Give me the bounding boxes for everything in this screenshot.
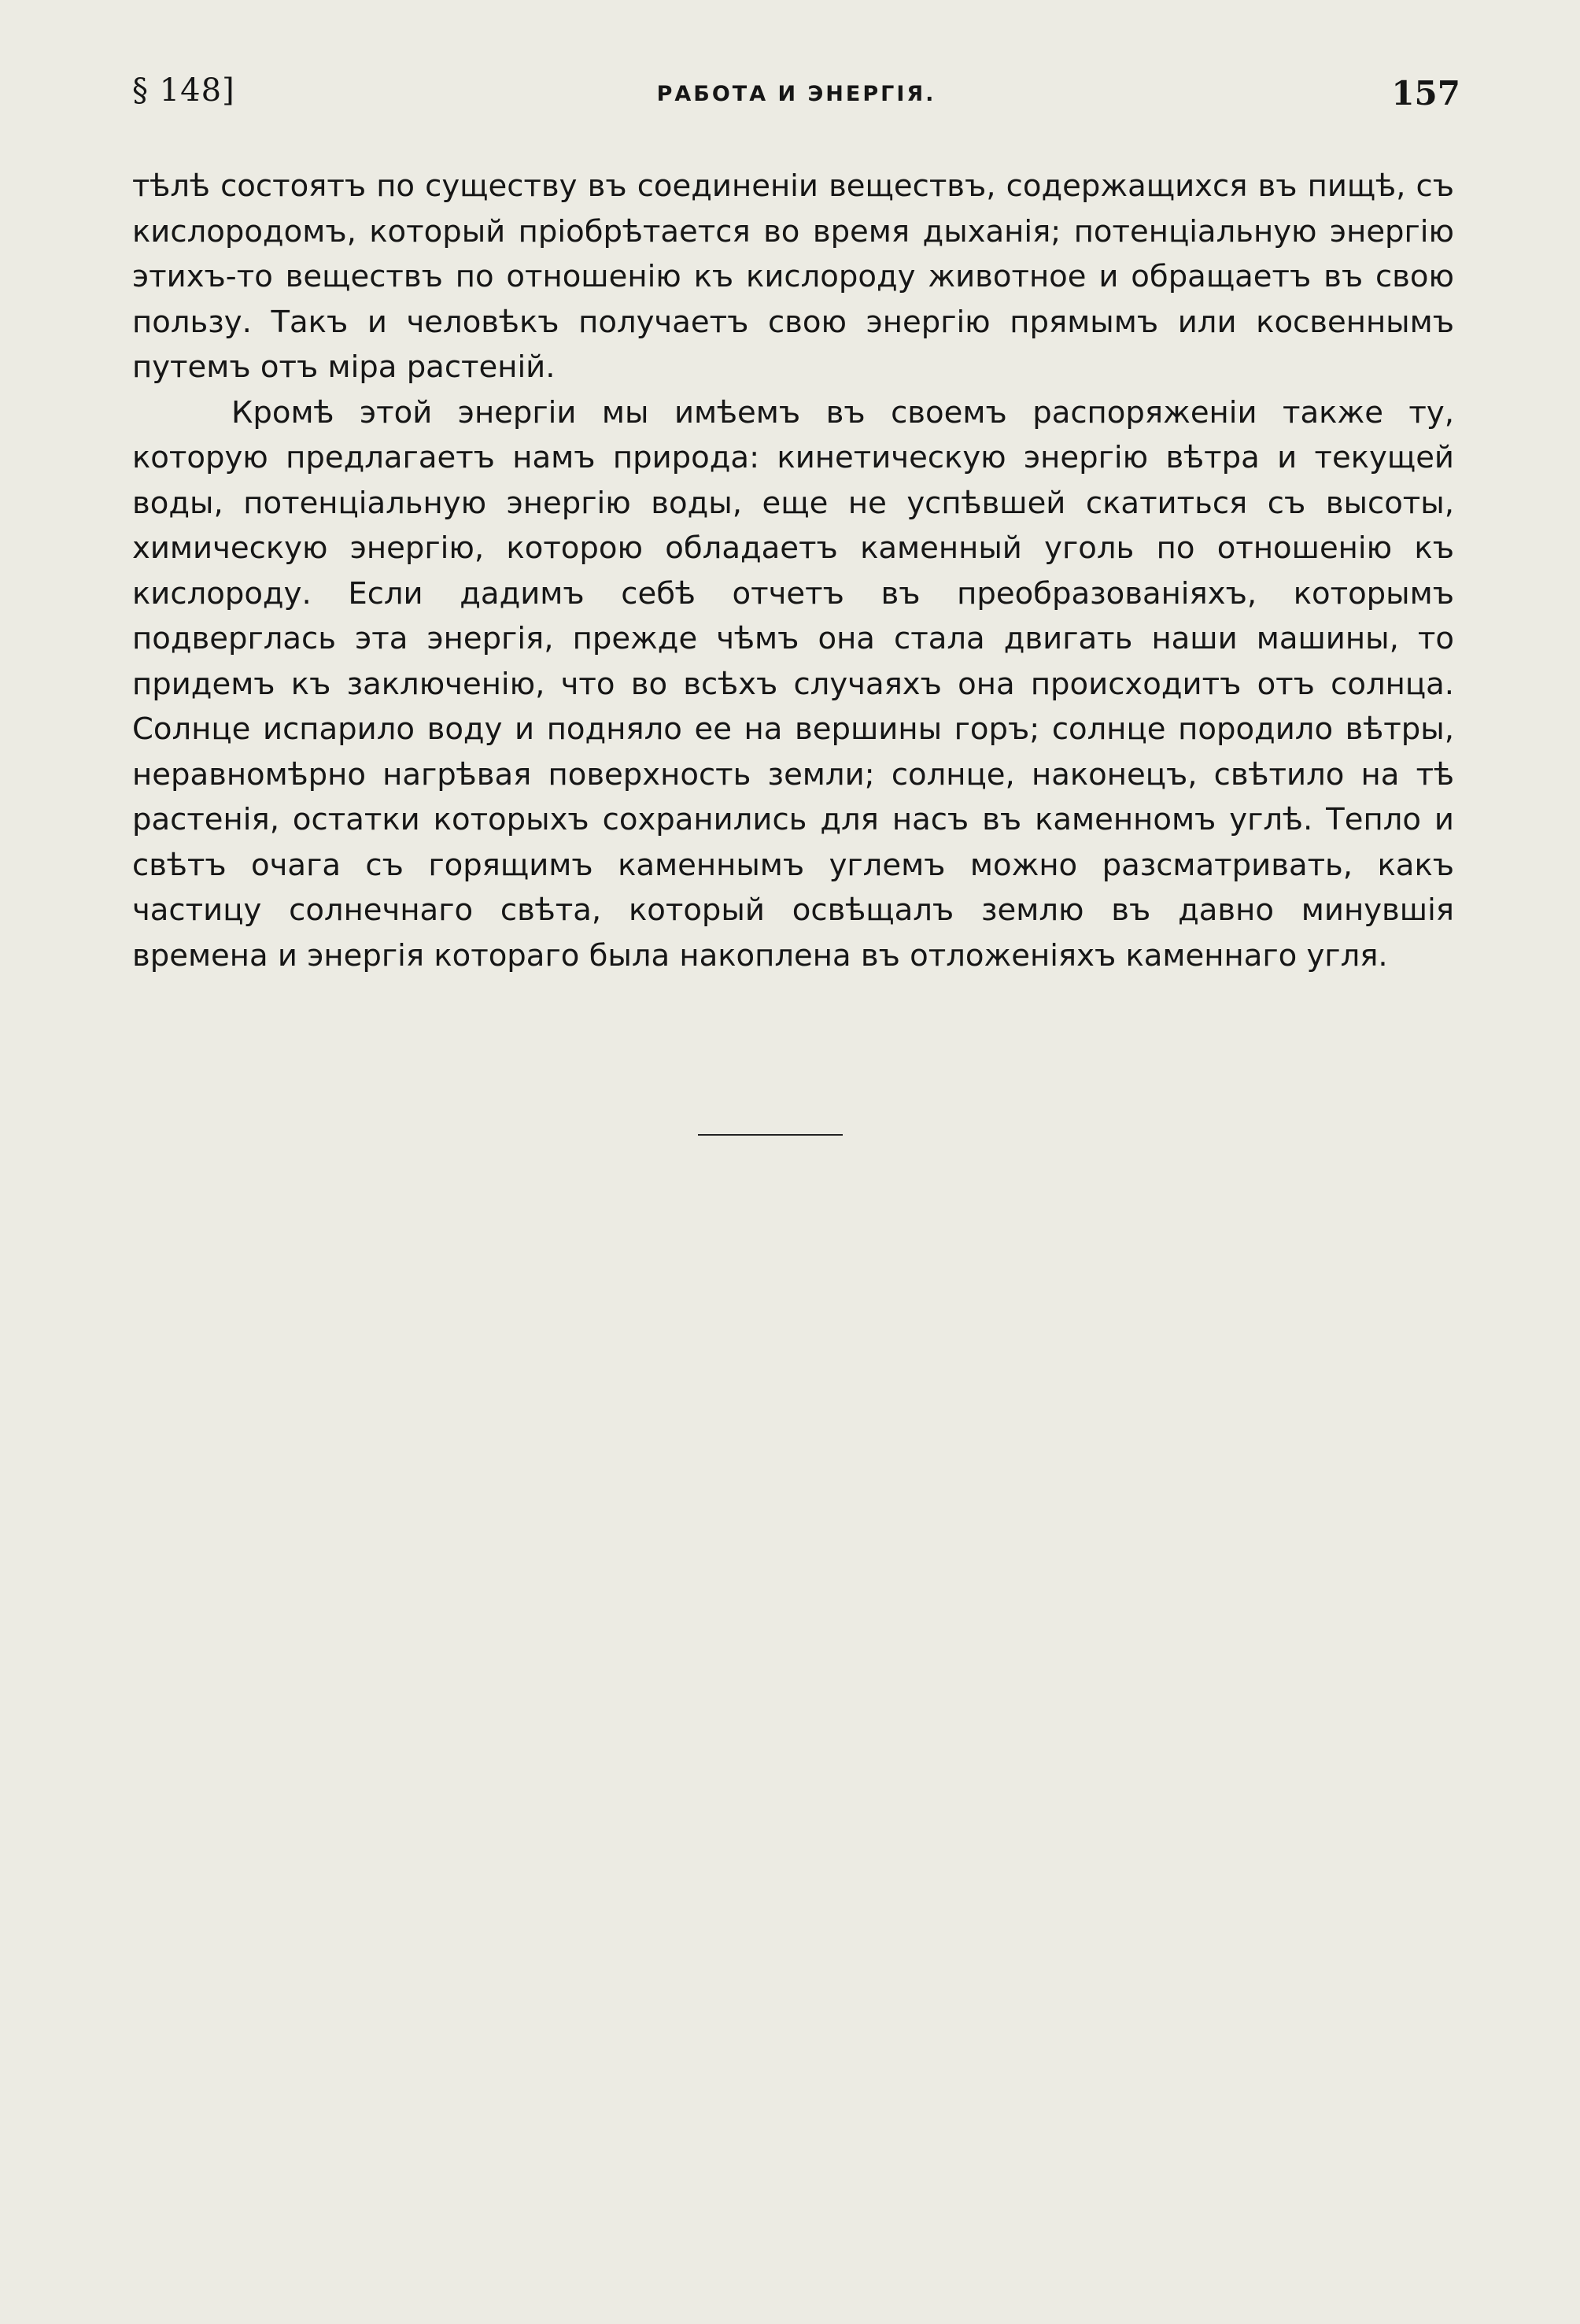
section-reference: § 148] [132, 72, 235, 109]
page-number: 157 [1391, 74, 1460, 113]
running-header [132, 72, 1460, 120]
section-divider [698, 1134, 843, 1136]
paragraph-energy-sources: Кромѣ этой энергіи мы имѣемъ въ своемъ распоряженіи также ту, которую предлагаетъ намъ природа: кинетическую энергію вѣтра и текущей воды, потенціальную энергію воды, еще не успѣвшей скатиться съ высоты, химическую энергію, которою обладаетъ каменный уголь по отношенію къ кислороду. Если дадимъ себѣ отчетъ въ преобразованіяхъ, которымъ подверглась эта энергія, прежде чѣмъ она стала двигать наши машины, то придемъ къ заключенію, что во всѣхъ случаяхъ она происходитъ отъ солнца. Солнце испарило воду и подняло ее на вершины горъ; солнце породило вѣтры, неравномѣрно нагрѣвая поверхность земли; солнце, наконецъ, свѣтило на тѣ растенія, остатки которыхъ сохранились для насъ въ каменномъ углѣ. Тепло и свѣтъ очага съ горящимъ каменнымъ углемъ можно разсматривать, какъ частицу солнечнаго свѣта, который освѣщалъ землю въ давно минувшія времена и энергія котораго была накоплена въ отложеніяхъ каменнаго угля. [132, 394, 1454, 974]
chapter-title: РАБОТА И ЭНЕРГІЯ. [656, 82, 936, 106]
paragraph-continuation: тѣлѣ состоятъ по существу въ соединеніи веществъ, содержащихся въ пищѣ, съ кислородомъ, который пріобрѣтается во время дыханія; потенціальную энергію этихъ-то веществъ по отношенію къ кислороду животное и обращаетъ въ свою пользу. Такъ и человѣкъ получаетъ свою энергію прямымъ или косвеннымъ путемъ отъ міра растеній. [132, 168, 1454, 385]
body-text [132, 164, 1454, 978]
